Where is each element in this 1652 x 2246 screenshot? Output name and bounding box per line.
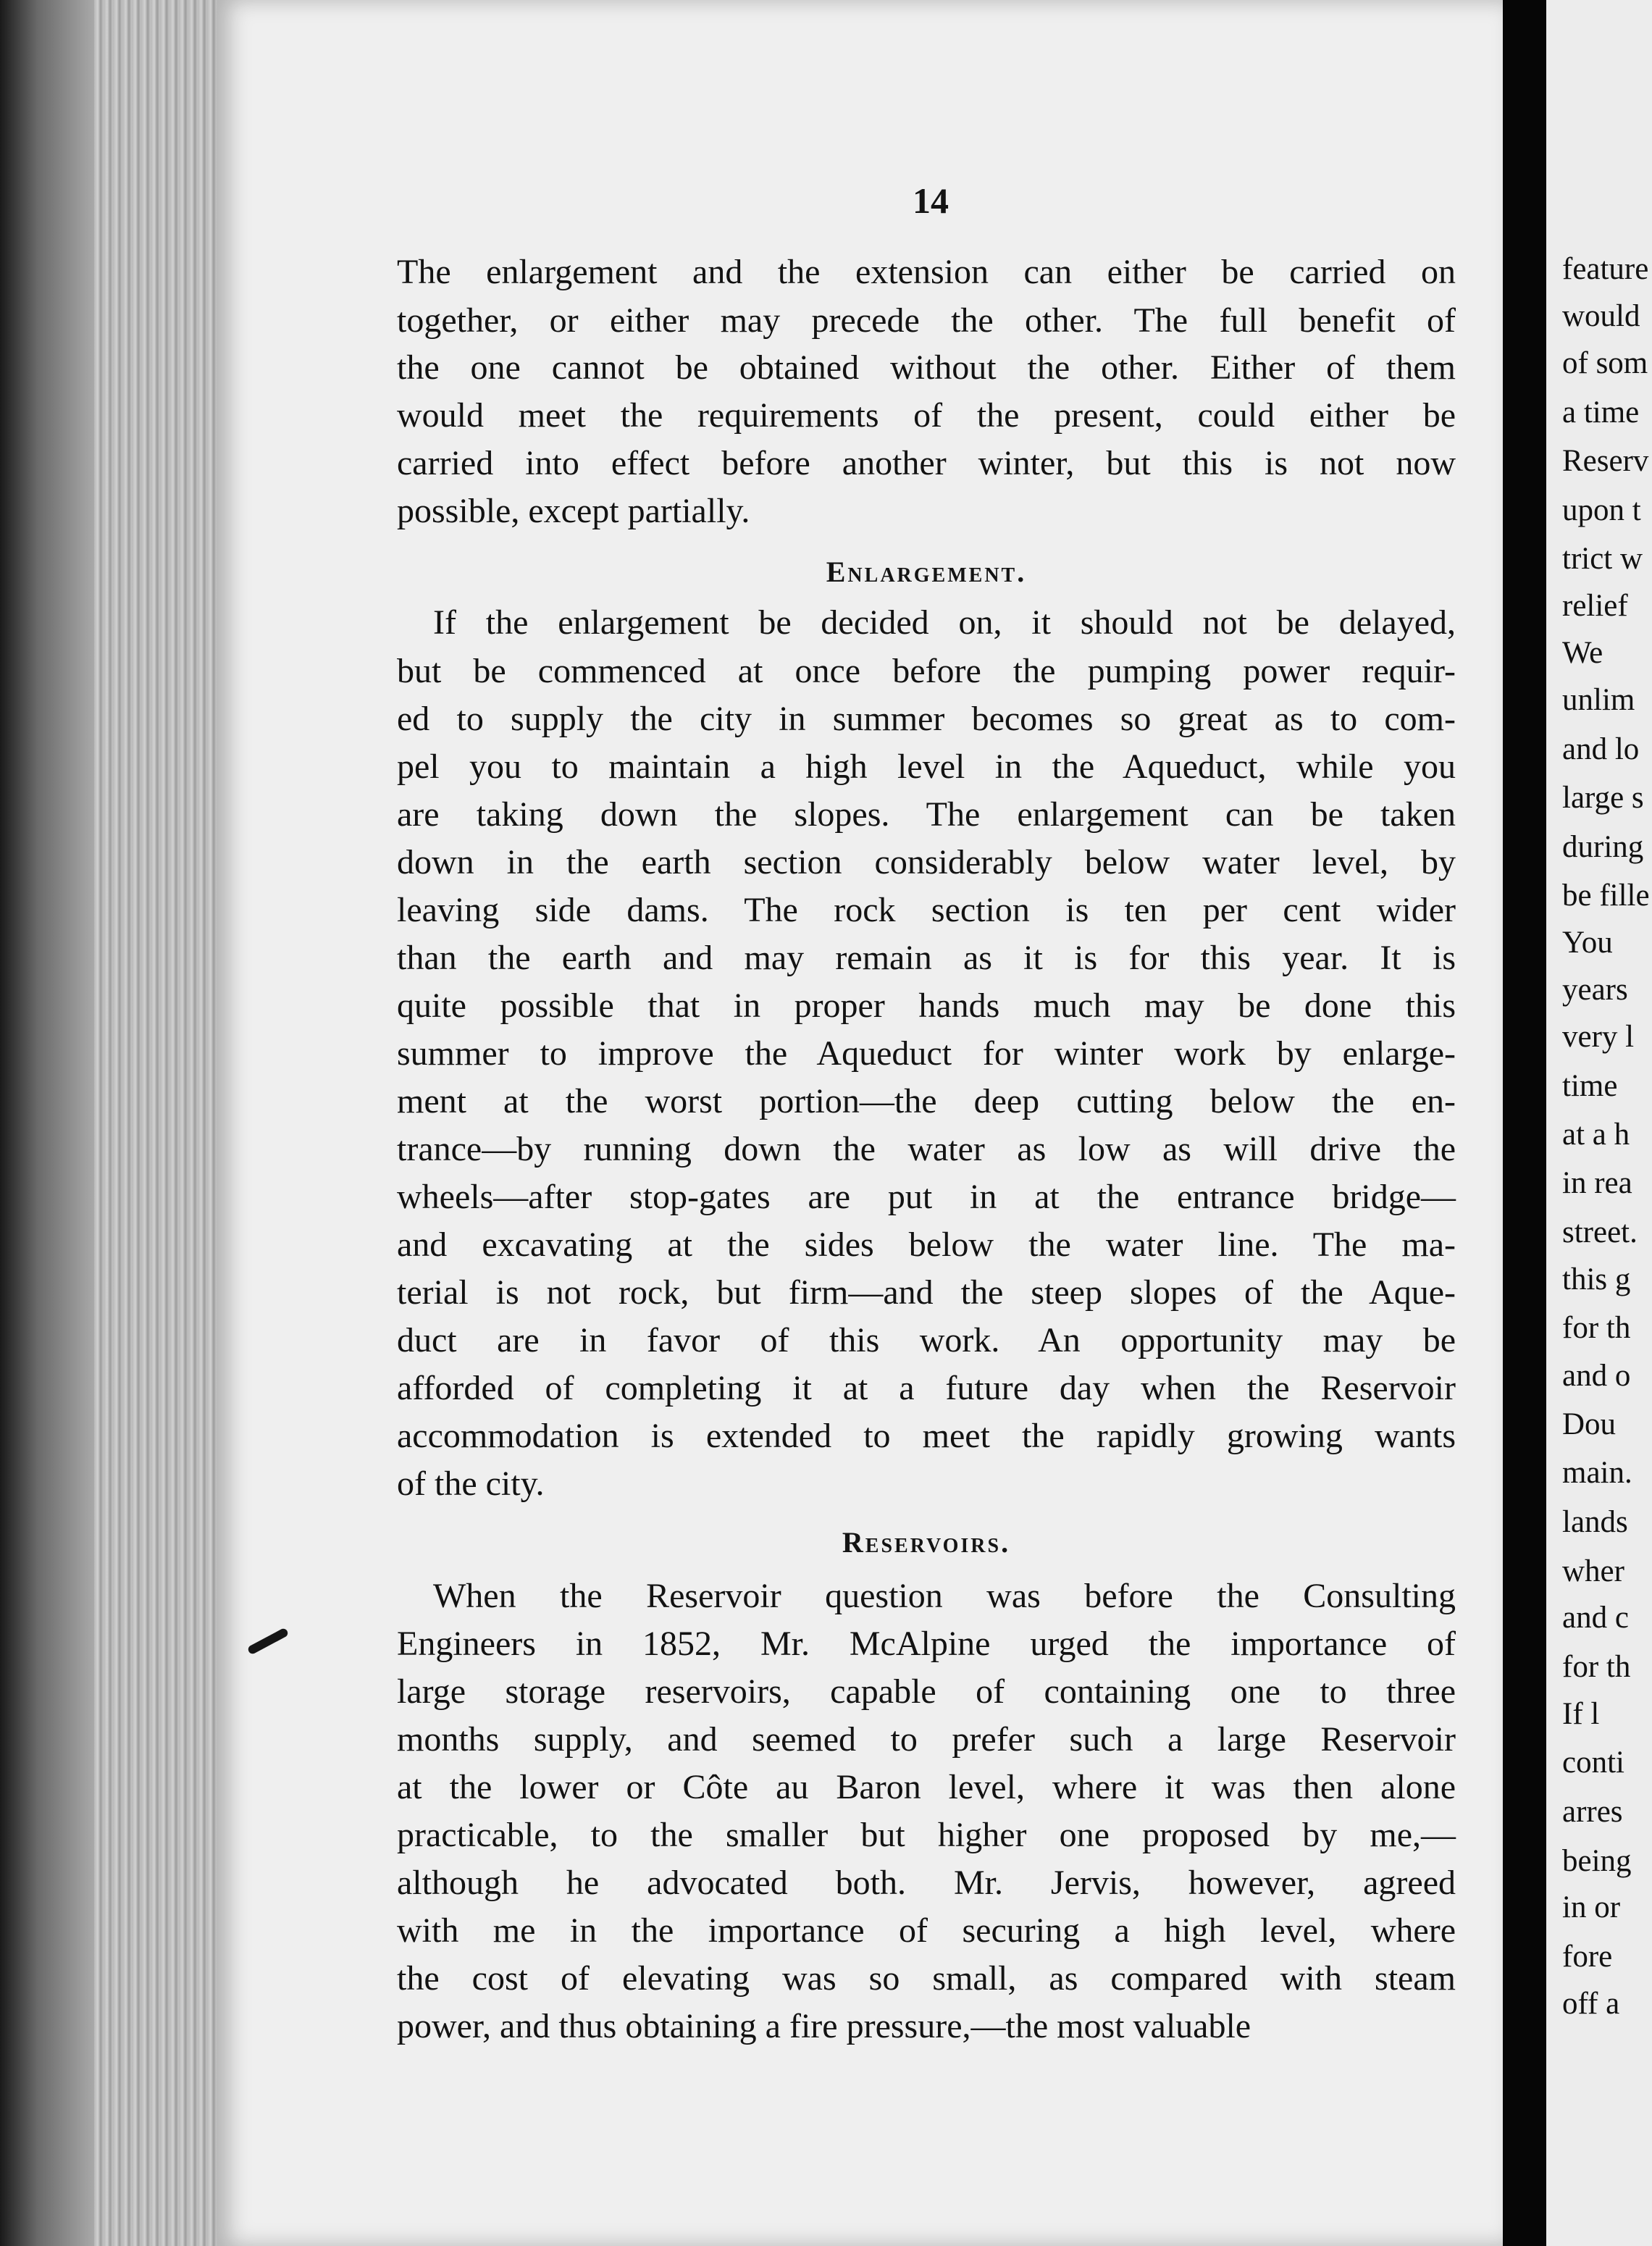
text-line: power, and thus obtaining a fire pressure,—the most valuable	[397, 2007, 1251, 2045]
text-line: carried into effect before another winter, but this is not now	[397, 444, 1456, 482]
next-page-text-fragment: at a h	[1562, 1118, 1630, 1152]
next-page-text-fragment: If l	[1562, 1697, 1600, 1731]
next-page-text-fragment: time	[1562, 1069, 1618, 1103]
next-page-text-fragment: and lo	[1562, 732, 1640, 766]
text-line: quite possible that in proper hands much may be done this	[397, 986, 1456, 1025]
text-line: ed to supply the city in summer becomes so great as to com-	[397, 700, 1456, 738]
text-line: ment at the worst portion—the deep cutting below the en-	[397, 1082, 1456, 1120]
next-page-text-fragment: unlim	[1562, 683, 1635, 717]
next-page-text-fragment: years	[1562, 973, 1628, 1007]
text-line: although he advocated both. Mr. Jervis, however, agreed	[397, 1864, 1456, 1902]
next-page-text-fragment: feature	[1562, 252, 1649, 286]
section-heading-enlargement: Enlargement.	[826, 556, 1027, 588]
section-heading-reservoirs: Reservoirs.	[842, 1526, 1011, 1559]
next-page-text-fragment: We	[1562, 636, 1603, 670]
next-page-text-fragment: during	[1562, 830, 1644, 864]
next-page-text-fragment: being	[1562, 1844, 1632, 1878]
text-line: leaving side dams. The rock section is ten per cent wider	[397, 891, 1456, 929]
next-page-text-fragment: fore	[1562, 1940, 1613, 1974]
text-line: together, or either may precede the other. The full benefit of	[397, 301, 1456, 340]
next-page-text-fragment: off a	[1562, 1987, 1620, 2021]
next-page-fragment	[1546, 0, 1652, 2246]
page-edges	[94, 0, 217, 2246]
text-line: months supply, and seemed to prefer such a large Reservoir	[397, 1720, 1456, 1759]
next-page-text-fragment: a time	[1562, 395, 1640, 429]
text-line: possible, except partially.	[397, 492, 750, 530]
next-page-text-fragment: in rea	[1562, 1166, 1632, 1200]
text-line: with me in the importance of securing a high level, where	[397, 1911, 1456, 1950]
next-page-text-fragment: of som	[1562, 346, 1648, 380]
next-page-text-fragment: Reserv	[1562, 444, 1649, 478]
text-line: If the enlargement be decided on, it should not be delayed,	[433, 603, 1456, 642]
next-page-text-fragment: for th	[1562, 1650, 1631, 1684]
next-page-text-fragment: arres	[1562, 1795, 1623, 1829]
next-page-text-fragment: main.	[1562, 1456, 1632, 1490]
text-line: at the lower or Côte au Baron level, where it was then alone	[397, 1768, 1456, 1806]
text-line: When the Reservoir question was before the Consulting	[433, 1577, 1456, 1615]
next-page-text-fragment: large s	[1562, 781, 1644, 815]
text-line: trance—by running down the water as low as will drive the	[397, 1130, 1456, 1168]
next-page-text-fragment: conti	[1562, 1746, 1624, 1780]
text-line: would meet the requirements of the present, could either be	[397, 396, 1456, 435]
text-line: large storage reservoirs, capable of containing one to three	[397, 1672, 1456, 1711]
text-line: accommodation is extended to meet the rapidly growing wants	[397, 1417, 1456, 1455]
text-line: the cost of elevating was so small, as compared with steam	[397, 1959, 1456, 1998]
next-page-text-fragment: street.	[1562, 1215, 1638, 1249]
next-page-text-fragment: for th	[1562, 1311, 1631, 1345]
next-page-text-fragment: this g	[1562, 1262, 1631, 1296]
next-page-text-fragment: very l	[1562, 1020, 1635, 1054]
page-number: 14	[913, 180, 949, 221]
text-line: of the city.	[397, 1464, 545, 1503]
text-line: afforded of completing it at a future day when the Reservoir	[397, 1369, 1456, 1407]
text-line: are taking down the slopes. The enlargement can be taken	[397, 795, 1456, 834]
next-page-text-fragment: would	[1562, 299, 1640, 333]
next-page-text-fragment: upon t	[1562, 493, 1641, 527]
next-page-text-fragment: and c	[1562, 1601, 1629, 1635]
text-line: terial is not rock, but firm—and the steep slopes of the Aque-	[397, 1273, 1456, 1312]
book-gutter	[0, 0, 94, 2246]
next-page-text-fragment: relief	[1562, 589, 1628, 623]
next-page-text-fragment: and o	[1562, 1359, 1631, 1393]
next-page-text-fragment: trict w	[1562, 542, 1643, 576]
text-line: wheels—after stop-gates are put in at the entrance bridge—	[397, 1178, 1456, 1216]
next-page-text-fragment: wher	[1562, 1554, 1624, 1588]
text-line: practicable, to the smaller but higher one proposed by me,—	[397, 1816, 1456, 1854]
next-page-text-fragment: be fille	[1562, 879, 1650, 913]
text-line: pel you to maintain a high level in the Aqueduct, while you	[397, 747, 1456, 786]
text-line: duct are in favor of this work. An opportunity may be	[397, 1321, 1456, 1359]
next-page-text-fragment: You	[1562, 926, 1613, 960]
text-line: Engineers in 1852, Mr. McAlpine urged the importance of	[397, 1625, 1456, 1663]
next-page-text-fragment: lands	[1562, 1505, 1628, 1539]
text-line: down in the earth section considerably below water level, by	[397, 843, 1456, 881]
next-page-text-fragment: in or	[1562, 1890, 1621, 1924]
book-spine-divider	[1503, 0, 1546, 2246]
text-line: summer to improve the Aqueduct for winter work by enlarge-	[397, 1034, 1456, 1073]
text-line: The enlargement and the extension can either be carried on	[397, 253, 1456, 291]
text-line: than the earth and may remain as it is for this year. It is	[397, 939, 1456, 977]
text-line: but be commenced at once before the pumping power requir-	[397, 652, 1456, 690]
next-page-text-fragment: Dou	[1562, 1407, 1617, 1441]
text-line: the one cannot be obtained without the other. Either of them	[397, 348, 1456, 387]
text-line: and excavating at the sides below the water line. The ma-	[397, 1225, 1456, 1264]
